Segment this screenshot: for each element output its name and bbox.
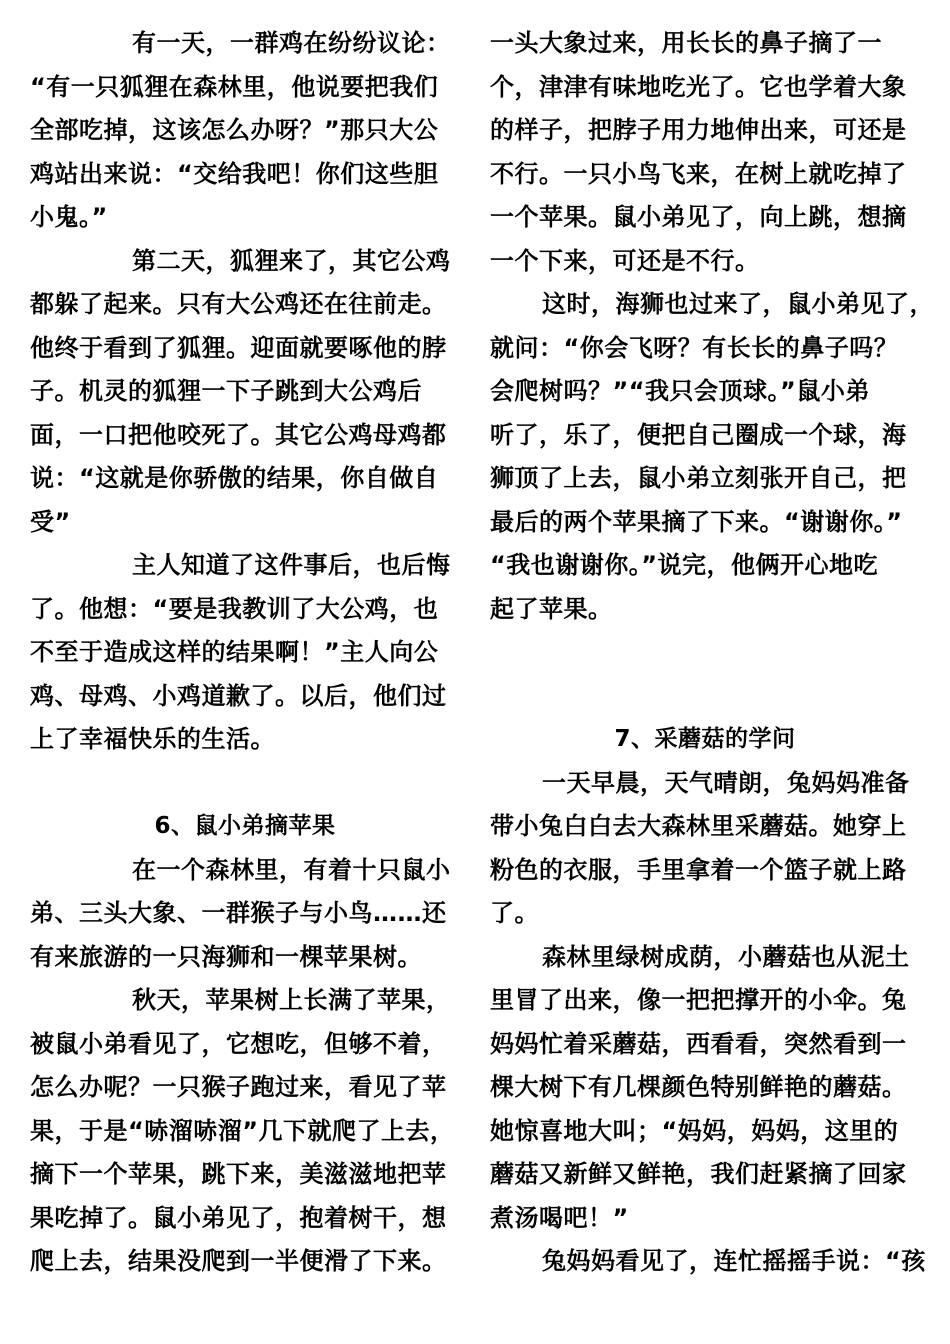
text-line: 爬上去，结果没爬到一半便滑了下来。: [30, 1247, 447, 1275]
text-line: 了。: [490, 899, 539, 927]
text-line: 他终于看到了狐狸。迎面就要啄他的脖: [30, 333, 447, 362]
text-line: 面，一口把他咬死了。其它公鸡母鸡都: [30, 420, 447, 449]
text-line: 狮顶了上去，鼠小弟立刻张开自己，把: [490, 464, 907, 492]
text-line: 受”: [30, 507, 71, 536]
text-line: 一天早晨，天气晴朗，兔妈妈准备: [542, 768, 910, 797]
right-column: [490, 22, 934, 1284]
text-line: 鸡站出来说：“交给我吧！你们这些胆: [30, 159, 439, 188]
text-line: 的样子，把脖子用力地伸出来，可还是: [490, 116, 907, 144]
spacer: [490, 675, 920, 719]
left-column: [30, 22, 460, 1284]
text-line: 带小兔白白去大森林里采蘑菇。她穿上: [490, 812, 907, 840]
text-line: 妈妈忙着采蘑菇，西看看，突然看到一: [490, 1029, 907, 1058]
text-line: 第二天，狐狸来了，其它公鸡: [132, 246, 451, 275]
text-line: 怎么办呢？一只猴子跑过来，看见了苹: [30, 1073, 447, 1101]
text-line: 鸡、母鸡、小鸡道歉了。以后，他们过: [30, 681, 447, 710]
text-line: “我也谢谢你。”说完，他俩开心地吃: [490, 551, 879, 579]
text-line: 一个苹果。鼠小弟见了，向上跳，想摘: [490, 203, 907, 231]
text-line: 煮汤喝吧！”: [490, 1203, 629, 1232]
text-line: 就问：“你会飞呀？有长长的鼻子吗？: [490, 333, 899, 362]
text-line: 起了苹果。: [490, 594, 613, 623]
paragraph: [490, 762, 920, 936]
text-line: 摘下一个苹果，跳下来，美滋滋地把苹: [30, 1160, 447, 1188]
text-line: 都躲了起来。只有大公鸡还在往前走。: [30, 290, 447, 318]
text-line: 果吃掉了。鼠小弟见了，抱着树干，想: [30, 1203, 447, 1232]
text-line: 会爬树吗？”“我只会顶球。”鼠小弟: [490, 377, 870, 405]
spacer: [30, 762, 460, 806]
text-line: 秋天，苹果树上长满了苹果，: [132, 986, 451, 1014]
text-line: 不行。一只小鸟飞来，在树上就吃掉了: [490, 159, 907, 188]
paragraph: [30, 240, 460, 545]
text-line: 有来旅游的一只海狮和一棵苹果树。: [30, 942, 422, 971]
text-line: 最后的两个苹果摘了下来。“谢谢你。”: [490, 507, 903, 536]
text-line: 全部吃掉，这该怎么办呀？”那只大公: [30, 116, 439, 144]
text-line: 上了幸福快乐的生活。: [30, 725, 275, 753]
text-line: 有一天，一群鸡在纷纷议论：: [132, 29, 451, 57]
text-line: 子。机灵的狐狸一下子跳到大公鸡后: [30, 377, 422, 405]
text-line: 小鬼。”: [30, 203, 108, 231]
spacer: [490, 631, 920, 675]
paragraph: [490, 1240, 926, 1284]
paragraph: [490, 936, 920, 1241]
section-heading: 6、鼠小弟摘苹果: [154, 813, 336, 839]
paragraph: [30, 544, 460, 762]
text-line: 粉色的衣服，手里拿着一个篮子就上路: [490, 855, 907, 884]
text-line: 弟、三头大象、一群猴子与小鸟……还: [30, 899, 447, 927]
text-line: 果，于是“哧溜哧溜”几下就爬了上去，: [30, 1116, 455, 1145]
text-line: 了。他想：“要是我教训了大公鸡，也: [30, 594, 439, 623]
section-heading: 7、采蘑菇的学问: [614, 726, 796, 752]
text-line: 主人知道了这件事后，也后悔: [132, 551, 451, 579]
text-line: 在一个森林里，有着十只鼠小: [132, 855, 451, 884]
text-line: 个，津津有味地吃光了。它也学着大象: [490, 72, 907, 101]
text-line: “有一只狐狸在森林里，他说要把我们: [30, 72, 439, 101]
text-line: 兔妈妈看见了，连忙摇摇手说：“孩: [542, 1247, 926, 1275]
paragraph: [30, 22, 460, 240]
paragraph: [490, 283, 934, 631]
text-line: 一头大象过来，用长长的鼻子摘了一: [490, 29, 882, 57]
text-line: 她惊喜地大叫；“妈妈，妈妈，这里的: [490, 1116, 899, 1145]
text-line: 听了，乐了，便把自己圈成一个球，海: [490, 420, 907, 449]
text-line: 森林里绿树成荫，小蘑菇也从泥土: [542, 942, 910, 971]
text-line: 里冒了出来，像一把把撑开的小伞。兔: [490, 986, 907, 1014]
text-line: 不至于造成这样的结果啊！”主人向公: [30, 638, 439, 666]
paragraph: [30, 849, 460, 980]
text-line: 这时，海狮也过来了，鼠小弟见了，: [542, 290, 934, 318]
text-line: 蘑菇又新鲜又鲜艳，我们赶紧摘了回家: [490, 1160, 907, 1188]
paragraph: [30, 979, 460, 1284]
paragraph: [490, 22, 920, 283]
text-line: 被鼠小弟看见了，它想吃，但够不着，: [30, 1029, 447, 1058]
text-line: 说：“这就是你骄傲的结果，你自做自: [30, 464, 439, 492]
text-line: 棵大树下有几棵颜色特别鲜艳的蘑菇。: [490, 1073, 907, 1101]
text-line: 一个下来，可还是不行。: [490, 246, 760, 275]
